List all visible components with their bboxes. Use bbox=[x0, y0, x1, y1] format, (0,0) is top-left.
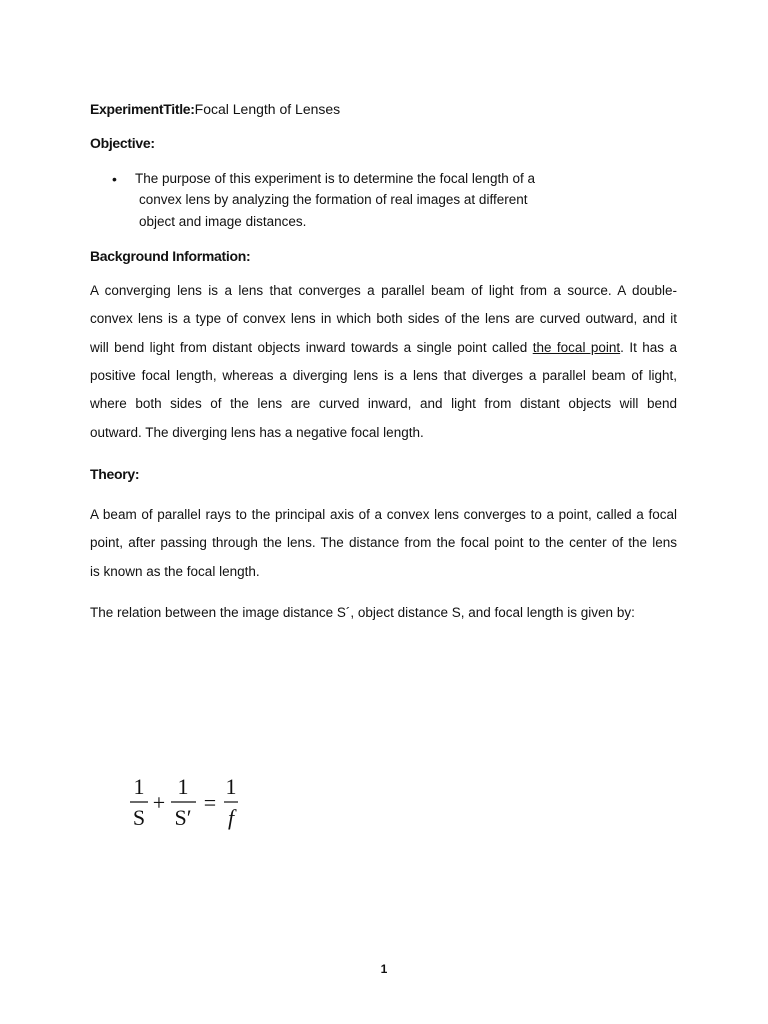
line-text: will bend light from distant objects inward towards a single point called bbox=[90, 340, 533, 355]
paragraph-line: outward. The diverging lens has a negative focal length. bbox=[90, 425, 424, 440]
title-value: Focal Length of Lenses bbox=[194, 101, 341, 117]
paragraph-line: positive focal length, whereas a diverging lens is a lens that diverges a parallel beam of light, bbox=[90, 368, 677, 383]
bullet-line: object and image distances. bbox=[139, 214, 307, 229]
fraction-2-numerator: 1 bbox=[177, 774, 189, 799]
theory-heading: Theory: bbox=[90, 466, 140, 482]
fraction-1-numerator: 1 bbox=[133, 774, 145, 799]
objective-heading: Objective: bbox=[90, 135, 155, 151]
line-text: . It has a bbox=[620, 340, 677, 355]
fraction-1-denominator: S bbox=[132, 805, 146, 830]
fraction-2-denominator: S′ bbox=[174, 805, 192, 830]
paragraph-line: where both sides of the lens are curved inward, and light from distant objects will bend bbox=[90, 396, 677, 411]
paragraph-line: A beam of parallel rays to the principal axis of a convex lens converges to a point, called a focal bbox=[90, 507, 677, 522]
focal-point-term: the focal point bbox=[532, 340, 621, 355]
plus-sign: + bbox=[152, 790, 166, 815]
paragraph-line: convex lens is a type of convex lens in which both sides of the lens are curved outward, and it bbox=[90, 311, 677, 326]
bullet-marker: • bbox=[112, 171, 117, 187]
paragraph-line: point, after passing through the lens. The distance from the focal point to the center of the lens bbox=[90, 535, 677, 550]
relation-text: The relation between the image distance S´, object distance S, and focal length is given by: bbox=[90, 605, 635, 620]
fraction-3-denominator: f bbox=[227, 805, 235, 830]
experiment-title bbox=[90, 100, 340, 118]
lens-equation bbox=[128, 772, 248, 836]
fraction-3-numerator: 1 bbox=[225, 774, 237, 799]
paragraph-line bbox=[90, 339, 677, 357]
page-number: 1 bbox=[380, 962, 388, 976]
bullet-line: convex lens by analyzing the formation of real images at different bbox=[139, 192, 528, 207]
paragraph-line: A converging lens is a lens that converges a parallel beam of light from a source. A double- bbox=[90, 283, 677, 298]
title-label: ExperimentTitle: bbox=[90, 101, 195, 117]
background-heading: Background Information: bbox=[90, 248, 251, 264]
paragraph-line: is known as the focal length. bbox=[90, 564, 260, 579]
bullet-line: The purpose of this experiment is to determine the focal length of a bbox=[135, 171, 535, 186]
equals-sign: = bbox=[203, 790, 217, 815]
